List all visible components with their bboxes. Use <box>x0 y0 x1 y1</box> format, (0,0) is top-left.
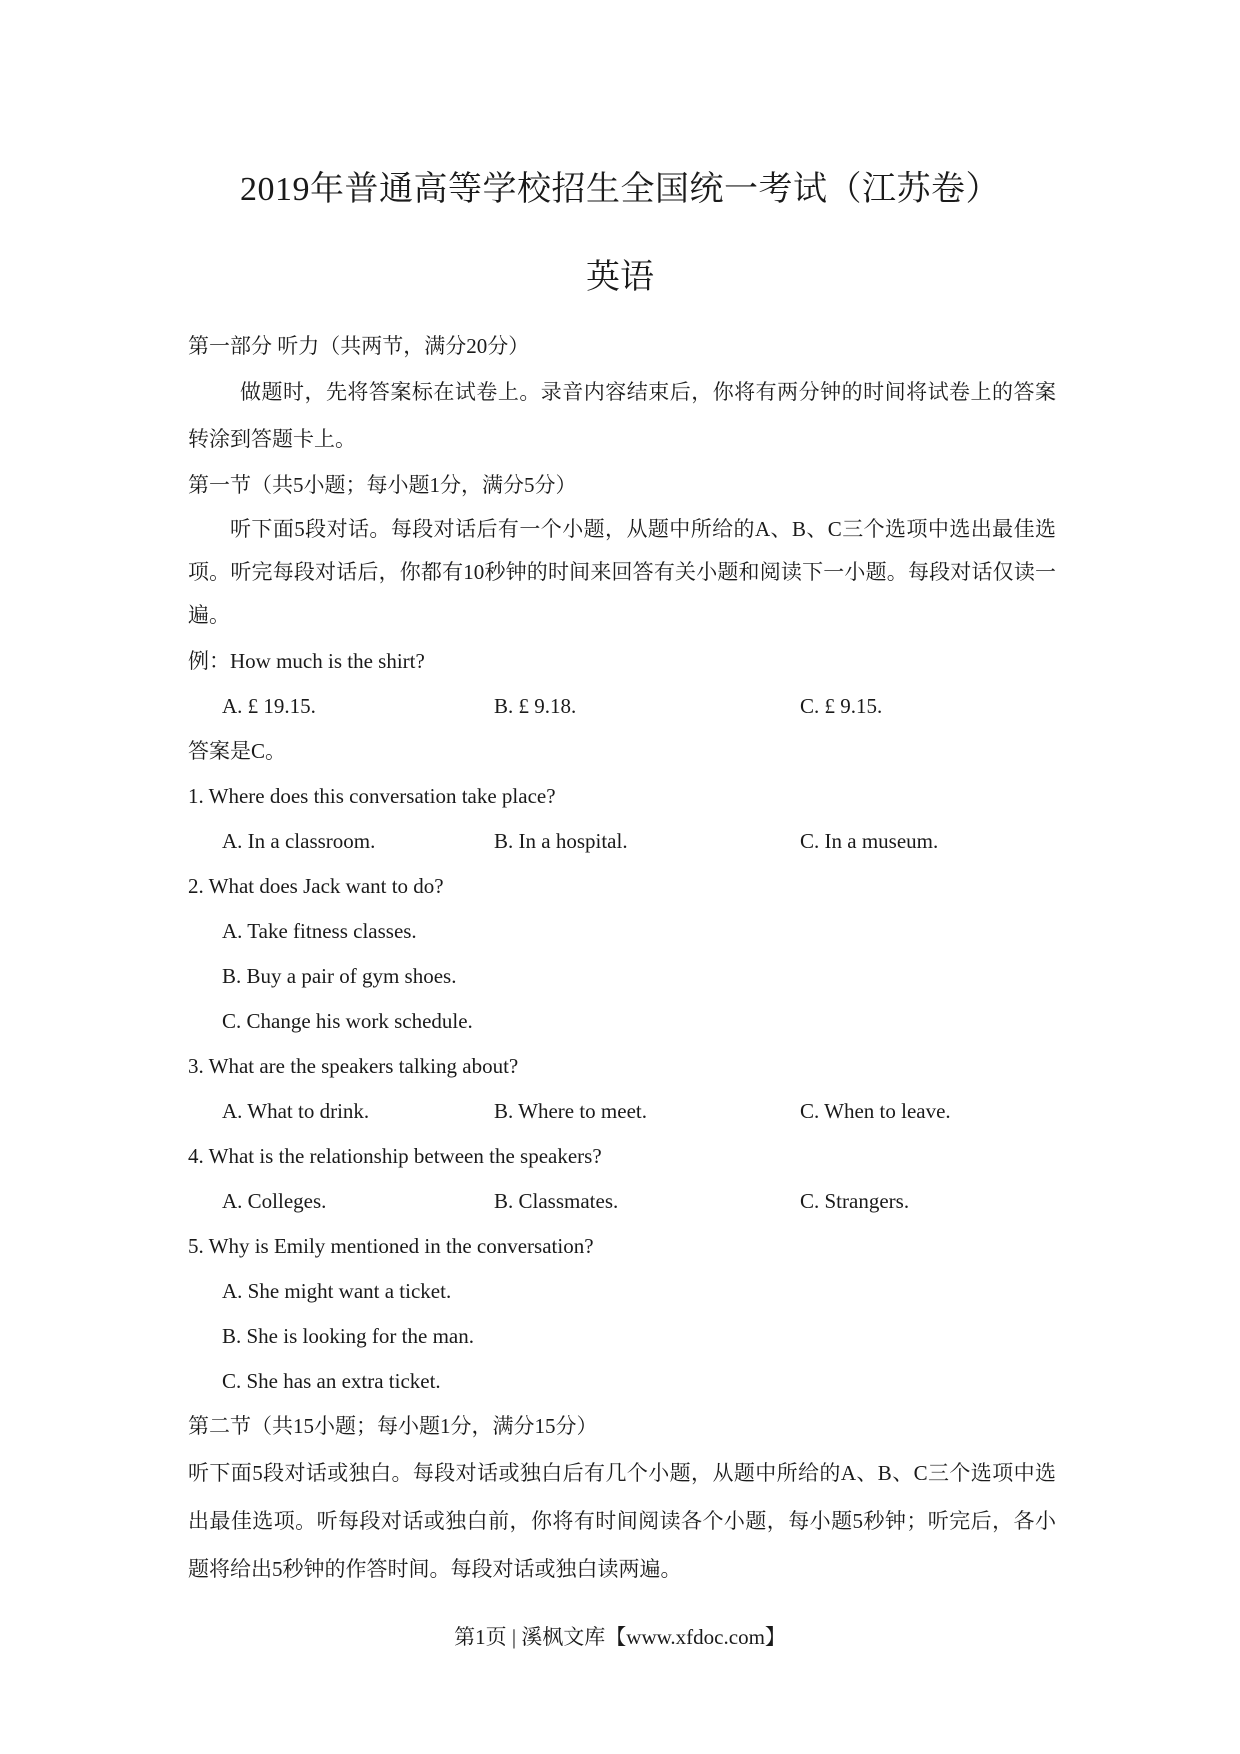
exam-content <box>188 324 1056 1593</box>
document-subject: 英语 <box>586 259 654 296</box>
example-answer: 答案是C。 <box>188 739 287 763</box>
question-1-option-b: B. In a hospital. <box>494 829 628 853</box>
section1-instruction: 听下面5段对话。每段对话后有一个小题，从题中所给的A、B、C三个选项中选出最佳选项。听完每段对话后，你都有10秒钟的时间来回答有关小题和阅读下一小题。每段对话仅读一遍。 <box>188 517 1056 627</box>
question-5-option-c: C. She has an extra ticket. <box>222 1369 441 1393</box>
document-title: 2019年普通高等学校招生全国统一考试（江苏卷） <box>240 171 1000 208</box>
question-4-option-c: C. Strangers. <box>800 1189 910 1213</box>
question-3-option-b: B. Where to meet. <box>494 1099 647 1123</box>
part1-heading: 第一部分 听力（共两节，满分20分） <box>188 334 530 358</box>
example-option-a: A. £ 19.15. <box>222 694 316 718</box>
example-option-b: B. £ 9.18. <box>494 694 577 718</box>
section1-heading: 第一节（共5小题；每小题1分，满分5分） <box>188 473 577 497</box>
question-3-options <box>188 1089 1056 1134</box>
question-4-option-b: B. Classmates. <box>494 1189 619 1213</box>
question-4-option-a: A. Colleges. <box>222 1189 327 1213</box>
question-3-option-c: C. When to leave. <box>800 1099 951 1123</box>
question-1-options <box>188 819 1056 864</box>
example-options <box>188 684 1056 729</box>
question-5-option-b: B. She is looking for the man. <box>222 1324 474 1348</box>
question-2-option-b: B. Buy a pair of gym shoes. <box>222 964 457 988</box>
page-footer: 第1页 | 溪枫文库【www.xfdoc.com】 <box>454 1625 786 1649</box>
question-5: 5. Why is Emily mentioned in the conversation? <box>188 1234 594 1258</box>
question-4-options <box>188 1179 1056 1224</box>
part1-instruction: 做题时，先将答案标在试卷上。录音内容结束后，你将有两分钟的时间将试卷上的答案转涂到答题卡上。 <box>188 380 1056 451</box>
question-2-option-c: C. Change his work schedule. <box>222 1009 473 1033</box>
example-question: 例：How much is the shirt? <box>188 649 425 673</box>
question-4: 4. What is the relationship between the speakers? <box>188 1144 602 1168</box>
question-5-option-a: A. She might want a ticket. <box>222 1279 452 1303</box>
example-option-c: C. £ 9.15. <box>800 694 883 718</box>
question-1: 1. Where does this conversation take place? <box>188 784 556 808</box>
section2-instruction: 听下面5段对话或独白。每段对话或独白后有几个小题，从题中所给的A、B、C三个选项中选出最佳选项。听每段对话或独白前，你将有时间阅读各个小题，每小题5秒钟；听完后，各小题将给出5秒钟的作答时间。每段对话或独白读两遍。 <box>188 1461 1056 1581</box>
question-3-option-a: A. What to drink. <box>222 1099 370 1123</box>
question-3: 3. What are the speakers talking about? <box>188 1054 519 1078</box>
question-2-option-a: A. Take fitness classes. <box>222 919 417 943</box>
question-1-option-a: A. In a classroom. <box>222 829 376 853</box>
section2-heading: 第二节（共15小题；每小题1分，满分15分） <box>188 1414 598 1438</box>
question-2: 2. What does Jack want to do? <box>188 874 444 898</box>
question-1-option-c: C. In a museum. <box>800 829 939 853</box>
